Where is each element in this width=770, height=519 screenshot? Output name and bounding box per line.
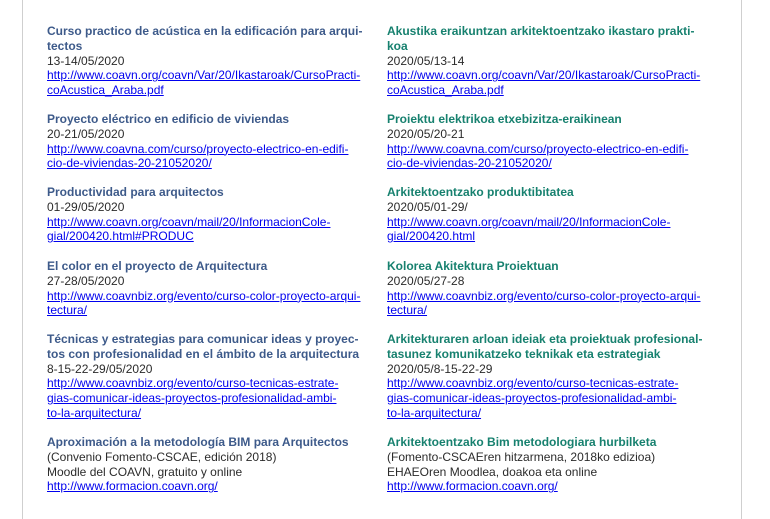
course-link[interactable]: http://www.coavna.com/curso/proyecto-electrico-en-edifi- cio-de-viviendas-20-21052020/ [47, 141, 349, 171]
course-entry [47, 112, 373, 171]
course-note: (Fomento-CSCAEren hitzarmena, 2018ko edizioa) [387, 449, 656, 464]
course-link[interactable]: http://www.formacion.coavn.org/ [387, 479, 558, 494]
course-entry [387, 332, 713, 421]
course-entry [47, 185, 373, 244]
course-title: Proiektu elektrikoa etxebizitza-eraikinean [387, 112, 622, 126]
course-entry [387, 185, 713, 244]
course-entry [387, 24, 713, 98]
course-entry [47, 259, 373, 318]
course-title: Arkitektoentzako Bim metodologiara hurbilketa [387, 435, 657, 449]
course-title: Akustika eraikuntzan arkitektoentzako ikastaro prakti- koa [387, 24, 695, 53]
course-title: Proyecto eléctrico en edificio de viviendas [47, 112, 290, 126]
course-date: 20-21/05/2020 [47, 126, 125, 141]
course-link[interactable]: http://www.coavnbiz.org/evento/curso-tecnicas-estrate- gias-comunicar-ideas-proyectos-profesionalidad-ambi- to-la-arquitectura/ [47, 376, 339, 420]
course-note: EHAEOren Moodlea, doakoa eta online [387, 464, 598, 479]
course-entry [47, 24, 373, 98]
course-link[interactable]: http://www.coavn.org/coavn/mail/20/InformacionCole- gial/200420.html#PRODUC [47, 214, 331, 244]
course-date: 27-28/05/2020 [47, 273, 125, 288]
course-entry [387, 259, 713, 318]
course-date: 2020/05/8-15-22-29 [387, 361, 493, 376]
course-date: 2020/05/01-29/ [387, 199, 468, 214]
course-link[interactable]: http://www.formacion.coavn.org/ [47, 479, 218, 494]
course-note: Moodle del COAVN, gratuito y online [47, 464, 243, 479]
course-title: Técnicas y estrategias para comunicar ideas y proyec- tos con profesionalidad en el ámbito de la arquitectura [47, 332, 360, 361]
course-entry [387, 435, 713, 494]
course-title: El color en el proyecto de Arquitectura [47, 259, 268, 273]
course-link[interactable]: http://www.coavna.com/curso/proyecto-electrico-en-edifi- cio-de-viviendas-20-21052020/ [387, 141, 689, 171]
course-link[interactable]: http://www.coavnbiz.org/evento/curso-color-proyecto-arqui- tectura/ [387, 288, 701, 318]
course-entry [47, 435, 373, 494]
course-entry [47, 332, 373, 421]
course-title: Curso practico de acústica en la edificación para arqui- tectos [47, 24, 363, 53]
course-date: 2020/05/13-14 [387, 53, 465, 68]
course-date: 2020/05/20-21 [387, 126, 465, 141]
course-title: Arkitekturaren arloan ideiak eta proiektuak profesional- tasunez komunikatzeko teknikak eta estrategiak [387, 332, 703, 361]
course-link[interactable]: http://www.coavn.org/coavn/mail/20/InformacionCole- gial/200420.html [387, 214, 671, 244]
course-title: Productividad para arquitectos [47, 185, 224, 199]
course-link[interactable]: http://www.coavnbiz.org/evento/curso-tecnicas-estrate- gias-comunicar-ideas-proyectos-profesionalidad-ambi- to-la-arquitectura/ [387, 376, 679, 420]
course-note: (Convenio Fomento-CSCAE, edición 2018) [47, 449, 277, 464]
course-link[interactable]: http://www.coavnbiz.org/evento/curso-color-proyecto-arqui- tectura/ [47, 288, 361, 318]
course-date: 2020/05/27-28 [387, 273, 465, 288]
course-date: 8-15-22-29/05/2020 [47, 361, 153, 376]
course-title: Aproximación a la metodología BIM para Arquitectos [47, 435, 349, 449]
course-link[interactable]: http://www.coavn.org/coavn/Var/20/Ikastaroak/CursoPracti- coAcustica_Araba.pdf [47, 68, 361, 98]
course-title: Arkitektoentzako produktibitatea [387, 185, 574, 199]
course-date: 13-14/05/2020 [47, 53, 125, 68]
course-link[interactable]: http://www.coavn.org/coavn/Var/20/Ikastaroak/CursoPracti- coAcustica_Araba.pdf [387, 68, 701, 98]
course-date: 01-29/05/2020 [47, 199, 125, 214]
course-entry [387, 112, 713, 171]
course-title: Kolorea Akitektura Proiektuan [387, 259, 559, 273]
